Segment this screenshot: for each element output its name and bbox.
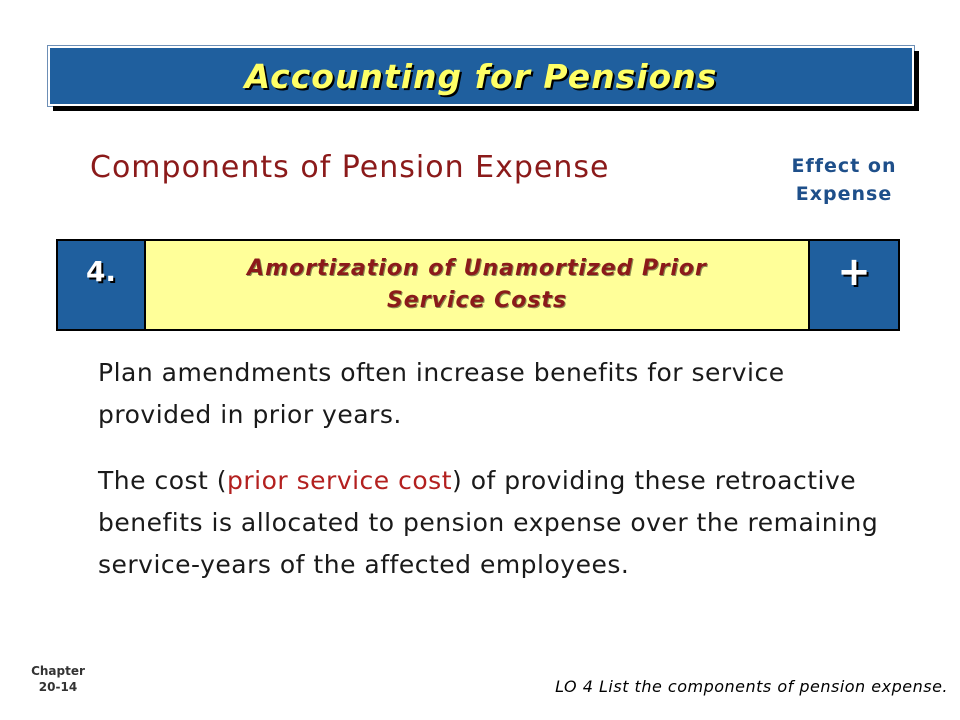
chapter-text: Chapter: [31, 664, 85, 678]
component-description: [144, 241, 810, 329]
paragraph2-tail: ) of providing these retroactive benefits is allocated to pension expense over the remaining service-years of the affected employees.: [98, 466, 879, 579]
effect-header-line1: Effect on: [791, 155, 897, 177]
paragraph2-lead: The cost (: [98, 466, 228, 495]
chapter-label: [18, 663, 98, 695]
component-description-line2: Service Costs: [386, 288, 568, 313]
component-number: 4.: [58, 241, 144, 329]
body-paragraph-1: Plan amendments often increase benefits for service provided in prior years.: [98, 358, 785, 429]
component-effect-sign: +: [810, 241, 898, 329]
component-row: [56, 239, 900, 331]
learning-objective: LO 4 List the components of pension expense.: [555, 677, 948, 696]
section-heading: Components of Pension Expense: [90, 150, 610, 185]
key-term-prior-service-cost: prior service cost: [227, 466, 452, 495]
body-paragraph-2: [98, 460, 898, 586]
component-description-line1: Amortization of Unamortized Prior: [247, 256, 707, 281]
chapter-page-number: 20-14: [38, 680, 78, 694]
title-banner: [48, 46, 914, 106]
slide-title: Accounting for Pensions: [244, 56, 718, 96]
effect-header-line2: Expense: [795, 183, 893, 205]
effect-column-header: [778, 152, 910, 208]
